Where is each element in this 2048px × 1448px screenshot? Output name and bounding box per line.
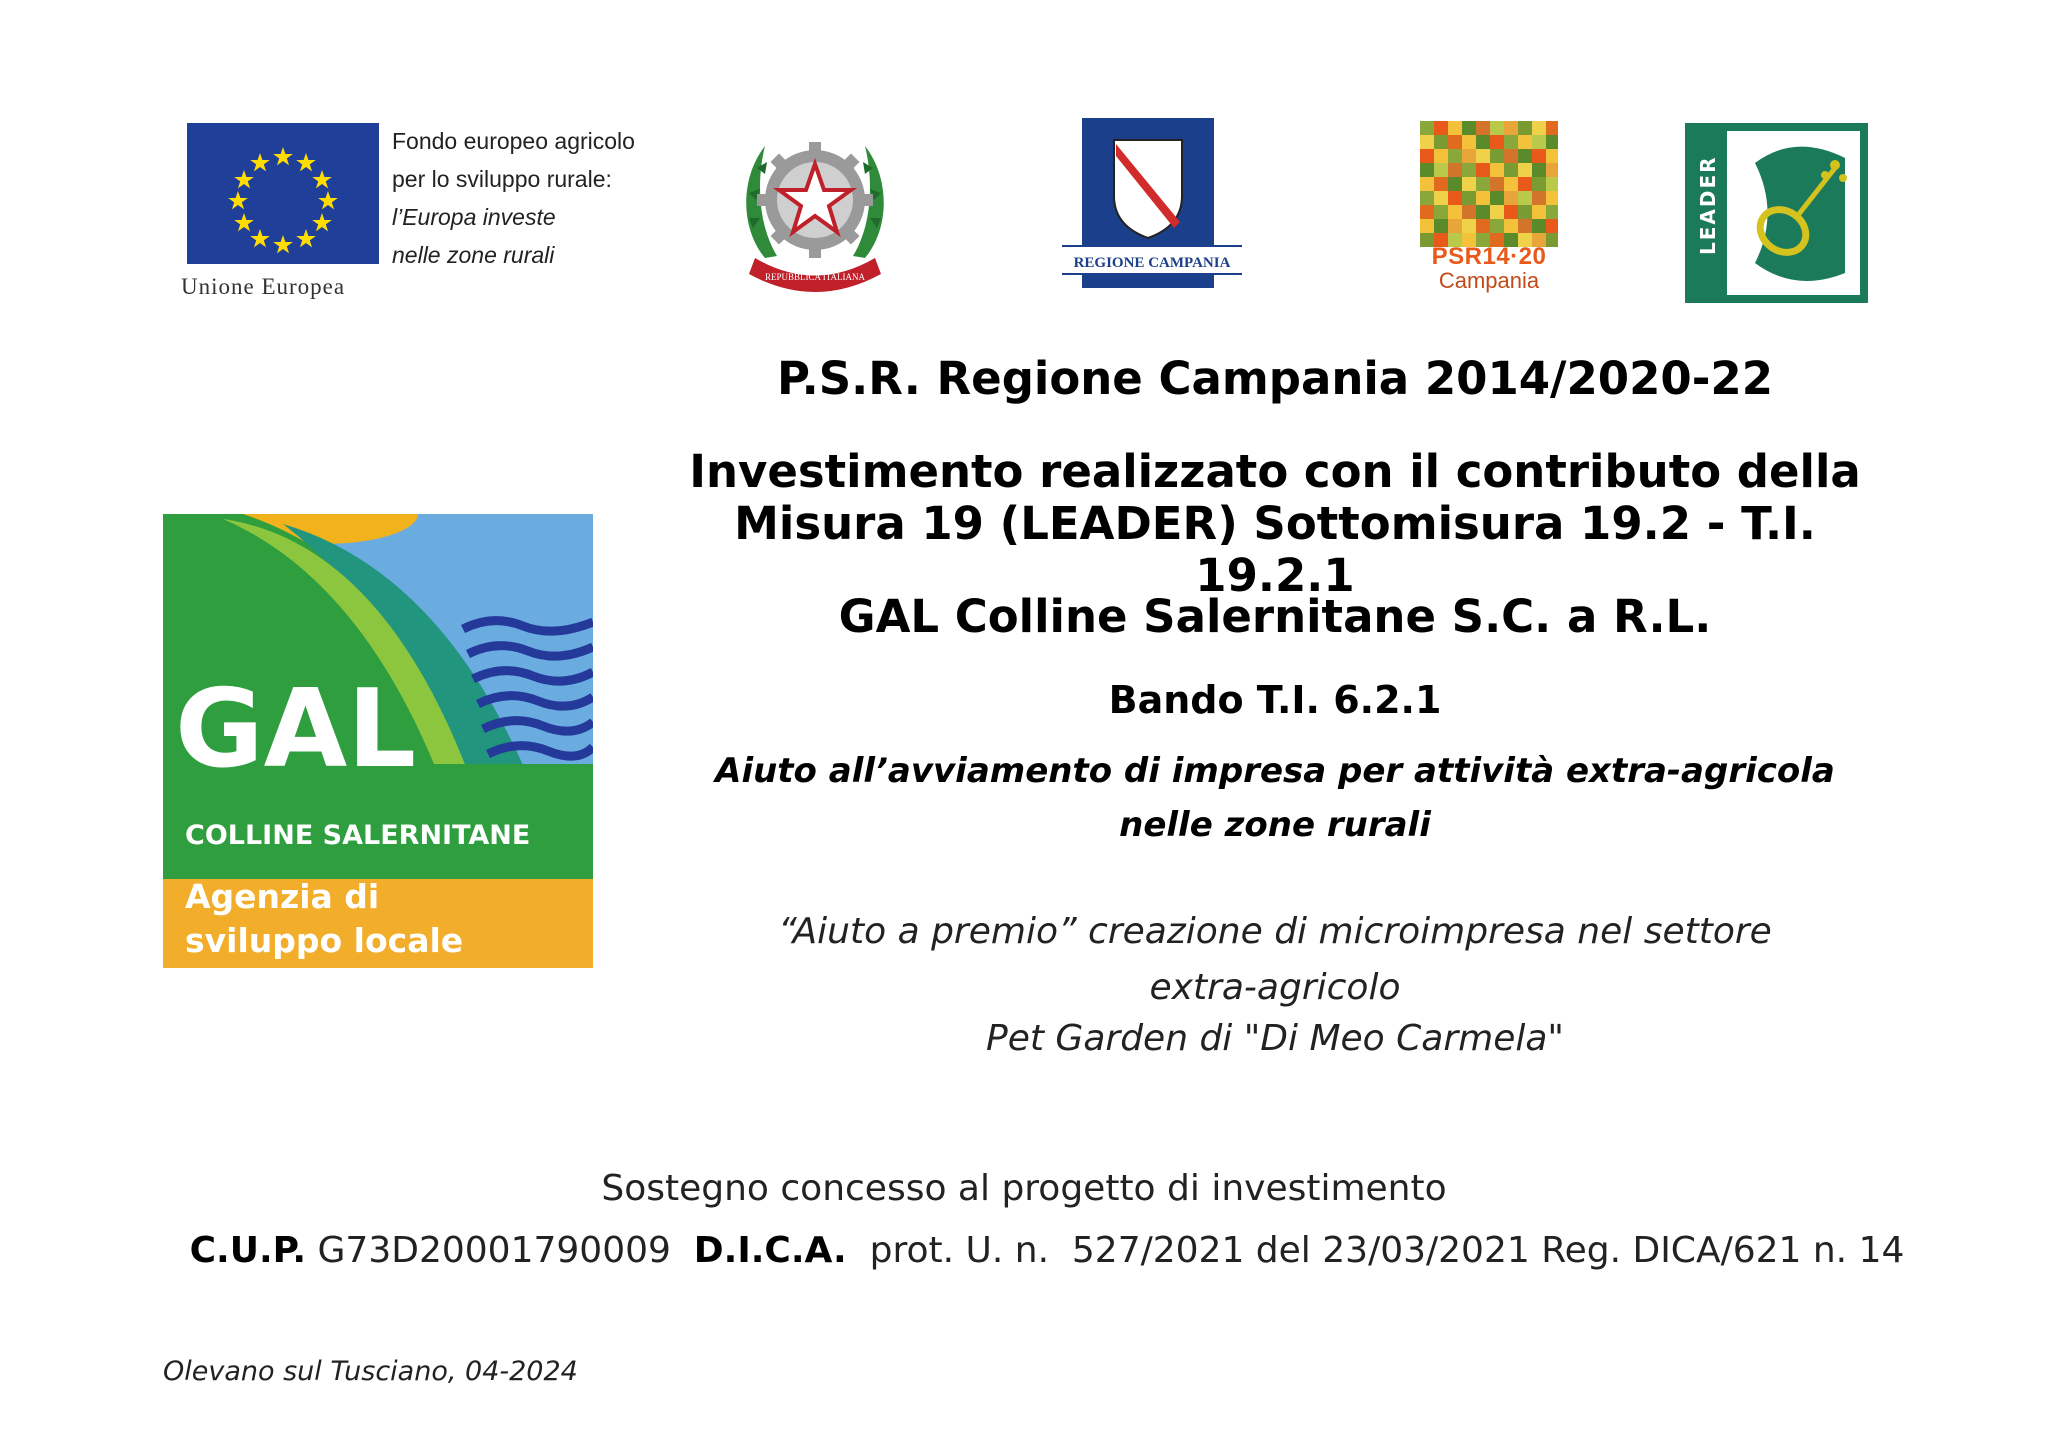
gal-colline-salernitane-logo xyxy=(163,514,593,968)
psr-campania-logo xyxy=(1420,121,1558,301)
aiuto-description xyxy=(650,744,1900,852)
regione-campania-label: REGIONE CAMPANIA xyxy=(1073,255,1231,271)
regione-campania-logo xyxy=(1062,118,1242,293)
prot-text: prot. U. n. xyxy=(869,1230,1050,1271)
gal-name-heading: GAL Colline Salernitane S.C. a R.L. xyxy=(838,590,1712,643)
program-title: P.S.R. Regione Campania 2014/2020-22 xyxy=(776,352,1774,405)
leader-logo xyxy=(1685,123,1868,303)
investment-heading xyxy=(650,446,1900,602)
prot-value: 527/2021 del 23/03/2021 Reg. DICA/621 n. 14 xyxy=(1071,1230,1905,1271)
gal-logo-name: GAL xyxy=(175,667,417,792)
premio-line-1: “Aiuto a premio” creazione di microimpresa nel settore xyxy=(778,911,1772,952)
aiuto-line-1: Aiuto all’avviamento di impresa per attività extra-agricola xyxy=(715,751,1835,791)
eu-stars-icon xyxy=(187,123,379,264)
dica-label: D.I.C.A. xyxy=(693,1230,847,1271)
psr-mosaic-icon xyxy=(1420,121,1558,247)
premio-line-2: extra-agricolo xyxy=(1149,967,1401,1008)
eu-caption-line2: per lo sviluppo rurale: xyxy=(392,166,612,192)
gal-logo-tagline-2: sviluppo locale xyxy=(185,921,464,960)
italian-republic-emblem-logo xyxy=(735,118,895,296)
investment-line-2: Misura 19 (LEADER) Sottomisura 19.2 - T.I. 19.2.1 xyxy=(734,497,1816,602)
premio-description xyxy=(650,904,1900,1061)
eu-flag-logo xyxy=(187,123,379,264)
gal-logo-subtitle: COLLINE SALERNITANE xyxy=(185,820,531,851)
eu-fund-caption xyxy=(392,122,635,274)
eu-union-label: Unione Europea xyxy=(181,274,346,299)
bando-heading: Bando T.I. 6.2.1 xyxy=(1108,678,1442,722)
aiuto-line-2: nelle zone rurali xyxy=(1119,805,1431,845)
support-statement: Sostegno concesso al progetto di investimento xyxy=(601,1168,1447,1209)
leader-label: LEADER xyxy=(1696,155,1720,255)
place-date: Olevano sul Tusciano, 04-2024 xyxy=(163,1356,578,1387)
eu-caption-line3: l’Europa investe xyxy=(392,204,556,230)
eu-caption-line4: nelle zone rurali xyxy=(392,242,555,268)
emblem-ribbon-text: REPUBBLICA ITALIANA xyxy=(764,272,866,282)
cup-value: G73D20001790009 xyxy=(317,1230,671,1271)
eu-caption-line1: Fondo europeo agricolo xyxy=(392,128,635,154)
psr-sublabel: Campania xyxy=(1438,268,1540,293)
gal-logo-tagline-1: Agenzia di xyxy=(185,877,380,916)
cup-label: C.U.P. xyxy=(189,1230,307,1271)
psr-label: PSR14·20 xyxy=(1431,243,1547,270)
investment-line-1: Investimento realizzato con il contributo della xyxy=(689,445,1861,498)
cup-dica-line xyxy=(122,1230,1972,1271)
premio-line-3: Pet Garden di "Di Meo Carmela" xyxy=(986,1018,1564,1059)
